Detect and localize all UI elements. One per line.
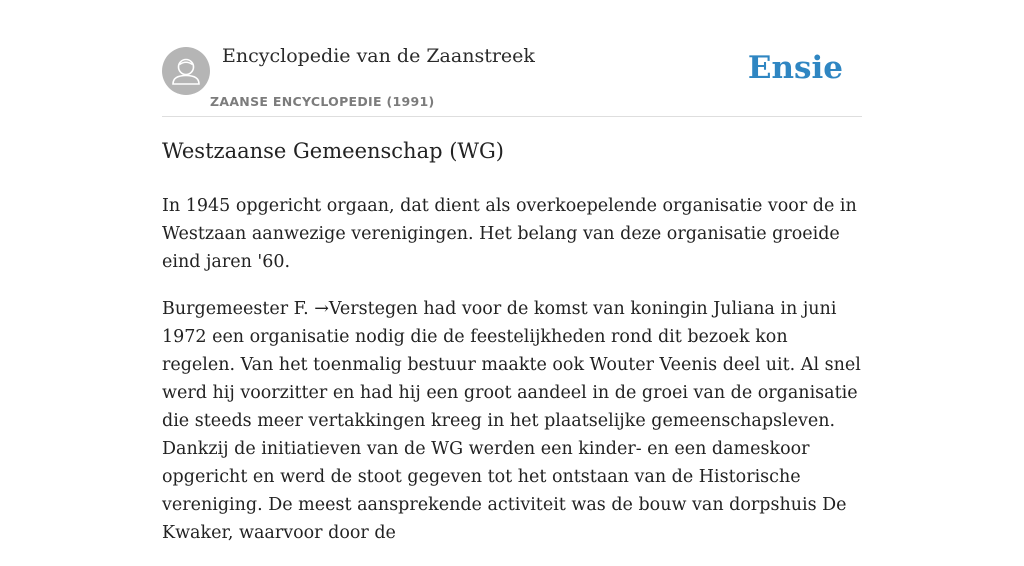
source-label: ZAANSE ENCYCLOPEDIE (1991): [210, 94, 435, 109]
author-name[interactable]: Encyclopedie van de Zaanstreek: [222, 45, 535, 67]
user-icon: [162, 47, 210, 95]
article-page: [162, 0, 862, 543]
article-paragraph: In 1945 opgericht orgaan, dat dient als overkoepelende organisatie voor de in Westzaan aanwezige verenigingen. Het belang van deze organisatie groeide eind jaren '60.: [162, 196, 857, 272]
article-header: [162, 0, 862, 117]
site-logo[interactable]: Ensie: [747, 50, 843, 86]
paragraph-text: Burgemeester F.: [162, 299, 315, 319]
paragraph-text: had voor de komst van koningin Juliana in juni 1972 een organisatie nodig die de feestelijkheden rond dit bezoek kon regelen. Van het toenmalig bestuur maakte ook Wouter Veenis deel uit. Al snel werd hij voorzitter en had hij een groot aandeel in de groei van de organisatie die steeds meer vertakkingen kreeg in het plaatselijke gemeenschapsleven. Dankzij de initiatieven van de WG werden een kinder- en een dameskoor opgericht en werd de stoot gegeven tot het ontstaan van de Historische vereniging. De meest aansprekende activiteit was de bouw van dorpshuis De Kwaker, waarvoor door de: [162, 299, 861, 543]
article-paragraph: [162, 295, 862, 547]
author-avatar[interactable]: [162, 47, 210, 95]
cross-reference-link[interactable]: →Verstegen: [314, 299, 418, 319]
article-title: Westzaanse Gemeenschap (WG): [162, 139, 504, 163]
article-body: [162, 192, 862, 566]
